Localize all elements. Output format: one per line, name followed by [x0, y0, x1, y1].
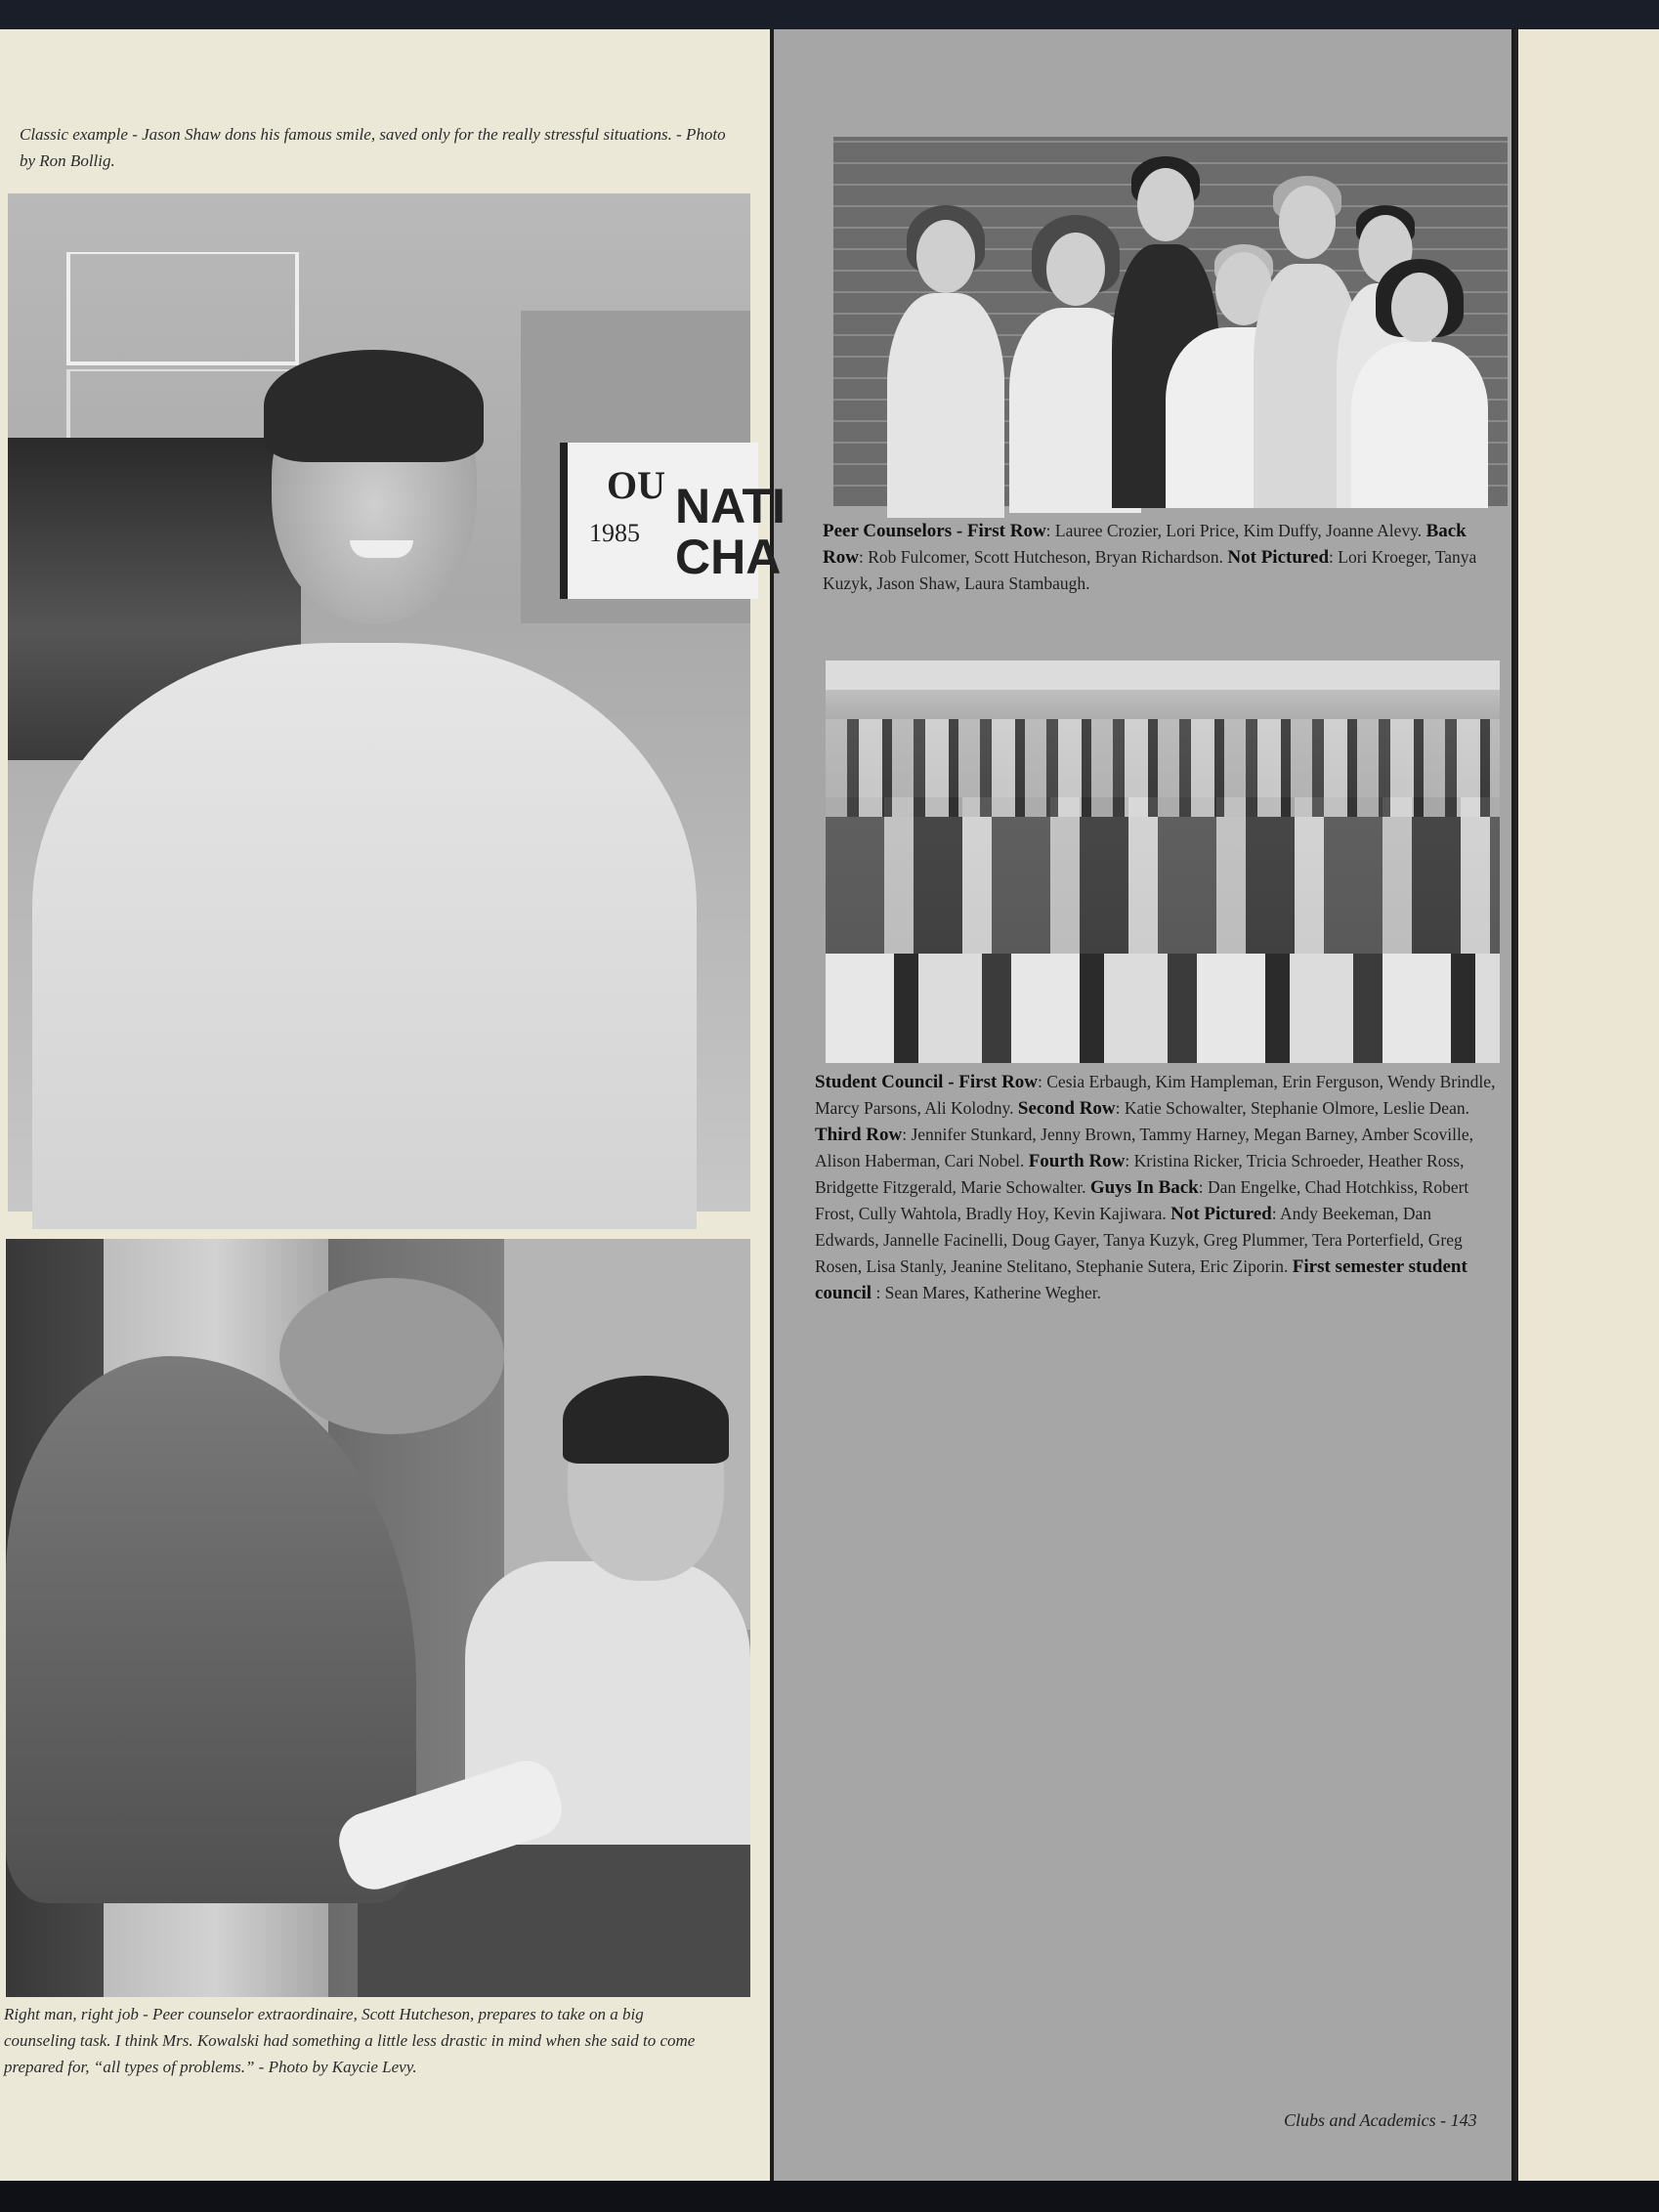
caption-label: Peer Counselors - First Row	[823, 521, 1046, 541]
caption-label: First semester student council	[815, 1256, 1468, 1303]
caption-label: Fourth Row	[1028, 1151, 1126, 1171]
caption-text: : Cesia Erbaugh, Kim Hampleman, Erin Ferguson, Wendy Brindle, Marcy Parsons, Ali Kolodny.	[815, 1072, 1496, 1118]
pennant-text-2: CHA	[675, 530, 782, 584]
caption-text: : Jennifer Stunkard, Jenny Brown, Tammy Harney, Megan Barney, Amber Scoville, Alison Haberman, Cari Nobel.	[815, 1125, 1473, 1170]
pennant-year: 1985	[589, 519, 640, 547]
photo-caption-scott-hutcheson: Right man, right job - Peer counselor extraordinaire, Scott Hutcheson, prepares to take on a big counseling task. I think Mrs. Kowalski had something a little less drastic in mind when she said to come prepared for, “all types of problems.” - Photo by Kaycie Levy.	[4, 2005, 696, 2076]
photo-peer-counselors	[833, 137, 1508, 506]
caption-label: Not Pictured	[1170, 1204, 1272, 1224]
caption-label: Back Row	[823, 521, 1467, 568]
group-member	[887, 205, 1004, 508]
ou-logo: OU	[607, 463, 665, 507]
scanner-bed-top	[0, 0, 1659, 29]
standing-student-hair	[279, 1278, 504, 1434]
caption-text: : Lauree Crozier, Lori Price, Kim Duffy, Joanne Alevy.	[1045, 521, 1426, 540]
seated-student-hair	[563, 1376, 729, 1464]
pennant	[560, 443, 786, 599]
caption-label: Guys In Back	[1089, 1177, 1199, 1198]
caption-label: Student Council - First Row	[815, 1072, 1039, 1092]
caption-text: : Katie Schowalter, Stephanie Olmore, Leslie Dean.	[1115, 1098, 1469, 1118]
caption-text: : Andy Beekeman, Dan Edwards, Jannelle Facinelli, Doug Gayer, Tanya Kuzyk, Greg Plummer, Tera Porterfield, Greg Rosen, Lisa Stanly, Jeanine Stelitano, Stephanie Sutera, Eric Ziporin.	[815, 1204, 1463, 1276]
caption-text: : Lori Kroeger, Tanya Kuzyk, Jason Shaw, Laura Stambaugh.	[823, 547, 1477, 593]
caption-text: : Kristina Ricker, Tricia Schroeder, Heather Ross, Bridgette Fitzgerald, Marie Schowalter.	[815, 1151, 1465, 1197]
right-page-strip	[1514, 29, 1659, 2181]
caption-text: : Dan Engelke, Chad Hotchkiss, Robert Frost, Cully Wahtola, Bradly Hoy, Kevin Kajiwara.	[815, 1177, 1469, 1223]
caption-label: Third Row	[815, 1125, 903, 1145]
photo-jason-shaw	[8, 193, 786, 1212]
page-folio: Clubs and Academics - 143	[1284, 2110, 1477, 2130]
sweatshirt	[32, 643, 697, 1229]
peer-counselors-caption	[823, 518, 1507, 597]
caption-text: : Rob Fulcomer, Scott Hutcheson, Bryan Richardson.	[858, 547, 1228, 567]
caption-label: Second Row	[1017, 1098, 1116, 1119]
caption-text: : Sean Mares, Katherine Wegher.	[872, 1283, 1101, 1302]
hair	[264, 350, 484, 462]
photo-caption-jason-shaw: Classic example - Jason Shaw dons his famous smile, saved only for the really stressful situations. - Photo by Ron Bollig.	[20, 125, 726, 170]
pennant-text-1: NATI	[675, 479, 786, 533]
scanner-bed-bottom	[0, 2181, 1659, 2212]
caption-label: Not Pictured	[1227, 547, 1330, 568]
photo-scott-hutcheson	[6, 1239, 750, 1997]
smile	[350, 540, 413, 558]
student-council-caption	[815, 1069, 1499, 1306]
wire-tray	[66, 252, 299, 365]
group-member	[1351, 259, 1488, 508]
photo-student-council	[826, 660, 1500, 1063]
